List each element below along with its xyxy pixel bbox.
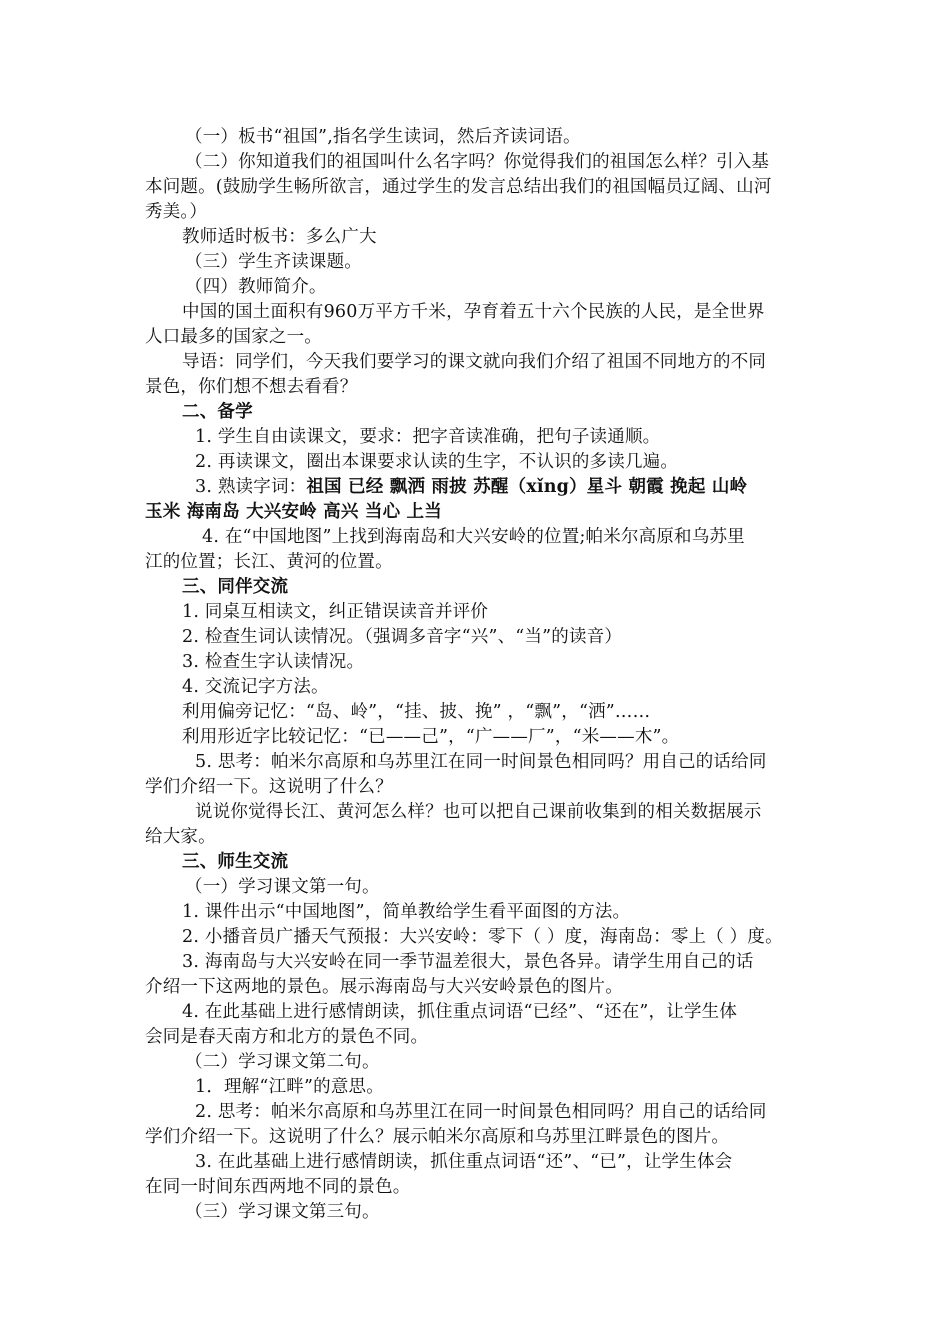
text-line: 本问题。(鼓励学生畅所欲言，通过学生的发言总结出我们的祖国幅员辽阔、山河: [145, 177, 772, 197]
text-line: 3. 检查生字认读情况。: [182, 652, 365, 672]
text-line: 中国的国土面积有960万平方千米，孕育着五十六个民族的人民，是全世界: [182, 302, 765, 322]
text-line: 导语：同学们，今天我们要学习的课文就向我们介绍了祖国不同地方的不同: [182, 352, 767, 372]
text-line: 在同一时间东西两地不同的景色。: [145, 1177, 411, 1197]
text-line: 1. 学生自由读课文，要求：把字音读准确，把句子读通顺。: [195, 427, 661, 447]
text-line: 教师适时板书：多么广大: [182, 227, 377, 247]
text-line: 利用偏旁记忆：“岛、岭”，“挂、披、挽” ，“飘”，“洒”……: [182, 702, 651, 722]
text-line: 5. 思考：帕米尔高原和乌苏里江在同一时间景色相同吗？用自己的话给同: [195, 752, 767, 772]
text-line: （三）学生齐读课题。: [185, 252, 362, 272]
vocab-list: 玉米 海南岛 大兴安岭 高兴 当心 上当: [145, 502, 442, 522]
text-line: 1. 同桌互相读文，纠正错误读音并评价: [182, 602, 489, 622]
vocab-intro: 3. 熟读字词：: [195, 477, 307, 497]
text-line: 会同是春天南方和北方的景色不同。: [145, 1027, 429, 1047]
text-line: 2. 小播音员广播天气预报：大兴安岭：零下（ ）度，海南岛：零上（ ）度。: [182, 927, 783, 947]
text-line: 3. 在此基础上进行感情朗读，抓住重点词语“还”、“已”，让学生体会: [195, 1152, 733, 1172]
text-line: （三）学习课文第三句。: [185, 1202, 380, 1222]
text-line: （四）教师简介。: [185, 277, 327, 297]
text-line: 给大家。: [145, 827, 216, 847]
text-line: 秀美。）: [145, 202, 208, 222]
text-line: 4. 交流记字方法。: [182, 677, 329, 697]
text-line: 1. 课件出示“中国地图”，简单教给学生看平面图的方法。: [182, 902, 631, 922]
text-line: 人口最多的国家之一。: [145, 327, 322, 347]
text-line: （一）板书“祖国”,指名学生读词，然后齐读词语。: [185, 127, 581, 147]
section-heading: 三、师生交流: [182, 852, 289, 872]
text-line: 利用形近字比较记忆：“已——己”，“广——厂”，“米——木”。: [182, 727, 680, 747]
text-line: 说说你觉得长江、黄河怎么样？也可以把自己课前收集到的相关数据展示: [195, 802, 762, 822]
text-line: 学们介绍一下。这说明了什么？: [145, 777, 393, 797]
text-line: （二）学习课文第二句。: [185, 1052, 380, 1072]
text-line: （二）你知道我们的祖国叫什么名字吗？你觉得我们的祖国怎么样？引入基: [185, 152, 770, 172]
text-line: （一）学习课文第一句。: [185, 877, 380, 897]
text-line: 2. 检查生词认读情况。（强调多音字“兴”、“当”的读音）: [182, 627, 623, 647]
text-line: 2. 再读课文，圈出本课要求认读的生字，不认识的多读几遍。: [195, 452, 679, 472]
text-line: 2. 思考：帕米尔高原和乌苏里江在同一时间景色相同吗？用自己的话给同: [195, 1102, 767, 1122]
text-line: 介绍一下这两地的景色。展示海南岛与大兴安岭景色的图片。: [145, 977, 623, 997]
vocab-list: 祖国 已经 飘洒 雨披 苏醒（xǐng）星斗 朝霞 挽起 山岭: [306, 477, 748, 497]
text-line: 4. 在“中国地图”上找到海南岛和大兴安岭的位置;帕米尔高原和乌苏里: [202, 527, 745, 547]
text-line: 学们介绍一下。这说明了什么？展示帕米尔高原和乌苏里江畔景色的图片。: [145, 1127, 730, 1147]
section-heading: 三、同伴交流: [182, 577, 289, 597]
text-line: 江的位置；长江、黄河的位置。: [145, 552, 393, 572]
text-line: [0, 474, 950, 500]
section-heading: 二、备学: [182, 402, 253, 422]
text-line: 4. 在此基础上进行感情朗读，抓住重点词语“已经”、“还在”，让学生体: [182, 1002, 738, 1022]
text-line: 1．理解“江畔”的意思。: [195, 1077, 384, 1097]
text-line: 3. 海南岛与大兴安岭在同一季节温差很大，景色各异。请学生用自己的话: [182, 952, 754, 972]
text-line: 景色，你们想不想去看看？: [145, 377, 358, 397]
